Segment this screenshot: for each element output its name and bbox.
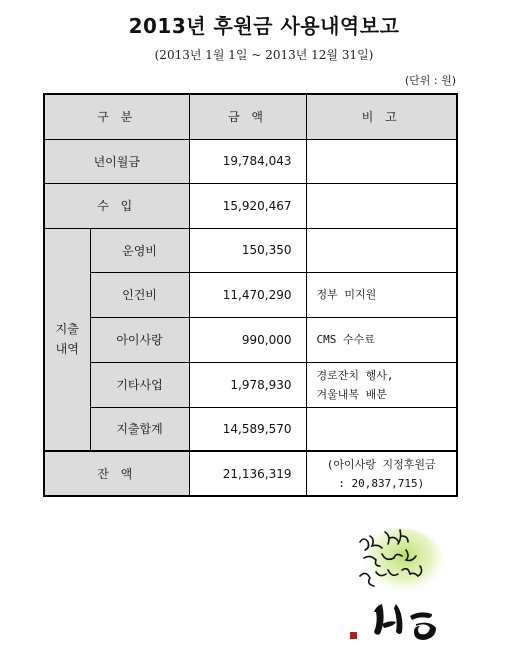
amount-operating: 150,350 <box>189 228 306 272</box>
red-seal-icon <box>350 632 357 639</box>
row-label-personnel: 인건비 <box>90 272 189 317</box>
calligraphy-logo <box>330 520 470 655</box>
note-aisarang: CMS 수수료 <box>306 317 457 362</box>
calligraphy-stamp <box>330 520 470 655</box>
note-total-expense <box>306 407 457 451</box>
note-personnel: 정부 미지원 <box>306 272 457 317</box>
report-period: (2013년 1월 1일 ~ 2013년 12월 31일) <box>154 48 374 62</box>
note-balance-line-2: : 20,837,715) <box>338 476 425 490</box>
donation-usage-table <box>43 93 458 497</box>
amount-balance: 21,136,319 <box>189 451 306 496</box>
row-label-balance: 잔 액 <box>44 451 189 496</box>
table-header-row <box>44 94 457 139</box>
note-other-line-1: 경로잔치 행사, <box>316 368 394 382</box>
row-label-income: 수 입 <box>44 183 189 228</box>
row-label-total-expense: 지출합계 <box>90 407 189 451</box>
note-operating <box>306 228 457 272</box>
amount-income: 15,920,467 <box>189 183 306 228</box>
table-row <box>44 317 457 362</box>
amount-other: 1,978,930 <box>189 362 306 407</box>
header-amount: 금 액 <box>189 94 306 139</box>
note-income <box>306 183 457 228</box>
row-label-aisarang: 아이사랑 <box>90 317 189 362</box>
note-other-line-2: 겨울내복 배분 <box>316 387 387 401</box>
note-balance-line-1: (아이사랑 지정후원금 <box>326 457 436 471</box>
table-row <box>44 362 457 407</box>
amount-aisarang: 990,000 <box>189 317 306 362</box>
unit-label: (단위 : 원) <box>404 74 456 87</box>
row-label-other: 기타사업 <box>90 362 189 407</box>
table-row <box>44 139 457 183</box>
amount-carryover: 19,784,043 <box>189 139 306 183</box>
expense-group-label <box>44 228 90 451</box>
table-row <box>44 183 457 228</box>
expense-group-line-1: 지출 <box>55 322 79 337</box>
header-category: 구 분 <box>44 94 189 139</box>
expense-group-line-2: 내역 <box>55 342 79 357</box>
note-balance <box>306 451 457 496</box>
note-carryover <box>306 139 457 183</box>
table-row <box>44 451 457 496</box>
table-row <box>44 228 457 272</box>
row-label-operating: 운영비 <box>90 228 189 272</box>
row-label-carryover: 년이월금 <box>44 139 189 183</box>
amount-personnel: 11,470,290 <box>189 272 306 317</box>
nanum-calligraphy <box>374 604 436 640</box>
table-row <box>44 407 457 451</box>
note-other <box>306 362 457 407</box>
table-row <box>44 272 457 317</box>
header-note: 비 고 <box>306 94 457 139</box>
page-title: 2013년 후원금 사용내역보고 <box>128 14 400 38</box>
amount-total-expense: 14,589,570 <box>189 407 306 451</box>
